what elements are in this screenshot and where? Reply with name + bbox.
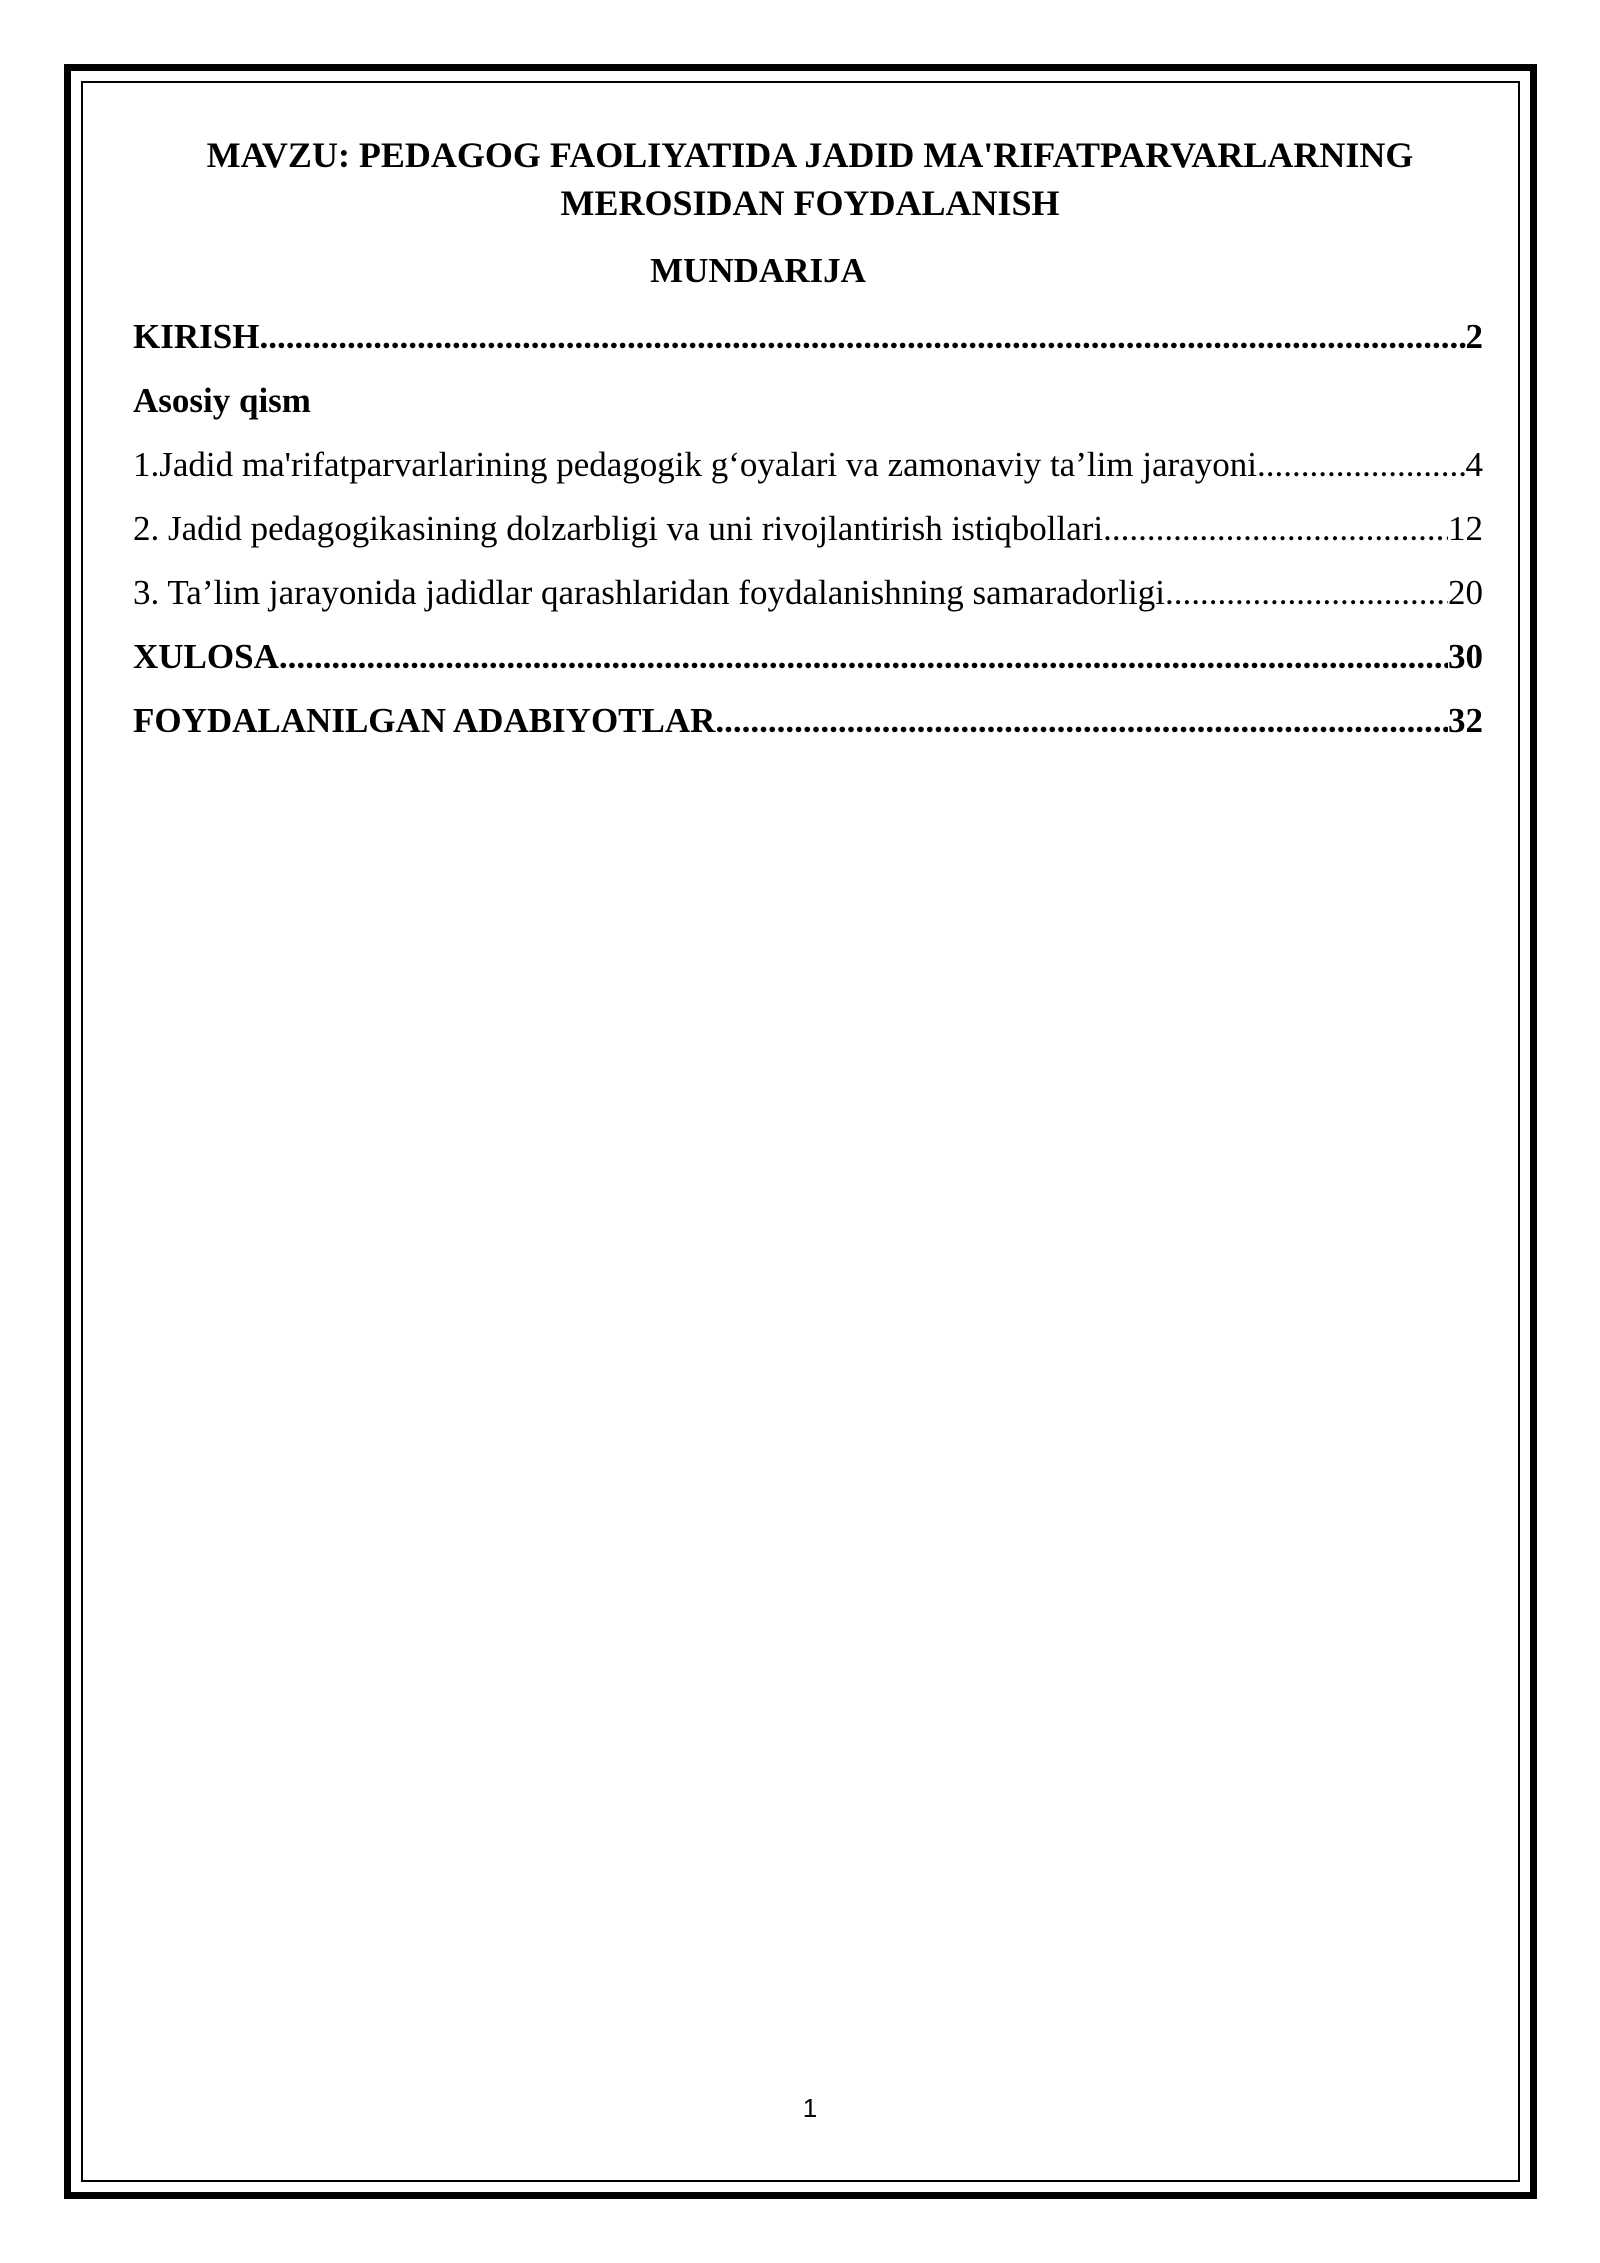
toc-entry-label: 2. Jadid pedagogikasining dolzarbligi va uni rivojlantirish istiqbollari [133, 509, 1104, 548]
toc-leader-dots [259, 314, 1465, 360]
toc-heading: MUNDARIJA [650, 251, 866, 290]
toc-leader-dots [1103, 506, 1448, 552]
toc-entry-page: 12 [1448, 509, 1483, 548]
toc-entry-page: 4 [1465, 445, 1483, 484]
toc-entry-label: Asosiy qism [133, 381, 311, 420]
table-of-contents [133, 314, 1483, 762]
toc-entry-section-2 [133, 506, 1483, 570]
toc-entry-adabiyotlar [133, 698, 1483, 762]
toc-entry-label: FOYDALANILGAN ADABIYOTLAR [133, 701, 716, 740]
toc-entry-label: 1.Jadid ma'rifatparvarlarining pedagogik g‘oyalari va zamonaviy ta’lim jarayoni [133, 445, 1257, 484]
toc-leader-dots [715, 698, 1448, 744]
page-number: 1 [802, 2093, 818, 2123]
toc-entry-page: 20 [1448, 573, 1483, 612]
toc-entry-page: 30 [1448, 637, 1483, 676]
toc-entry-section-1 [133, 442, 1483, 506]
toc-leader-dots [1165, 570, 1448, 616]
toc-entry-xulosa [133, 634, 1483, 698]
toc-entry-section-3 [133, 570, 1483, 634]
toc-entry-label: KIRISH [133, 317, 260, 356]
document-title: MAVZU: PEDAGOG FAOLIYATIDA JADID MA'RIFATPARVARLARNING MEROSIDAN FOYDALANISH [206, 135, 1414, 223]
toc-leader-dots [279, 634, 1448, 680]
toc-entry-label: 3. Ta’lim jarayonida jadidlar qarashlaridan foydalanishning samaradorligi [133, 573, 1165, 612]
toc-entry-asosiy-qism [133, 378, 1483, 442]
toc-entry-page: 32 [1448, 701, 1483, 740]
toc-entry-kirish [133, 314, 1483, 378]
toc-entry-label: XULOSA [133, 637, 279, 676]
toc-leader-dots [1257, 442, 1466, 488]
toc-entry-page: 2 [1465, 317, 1483, 356]
